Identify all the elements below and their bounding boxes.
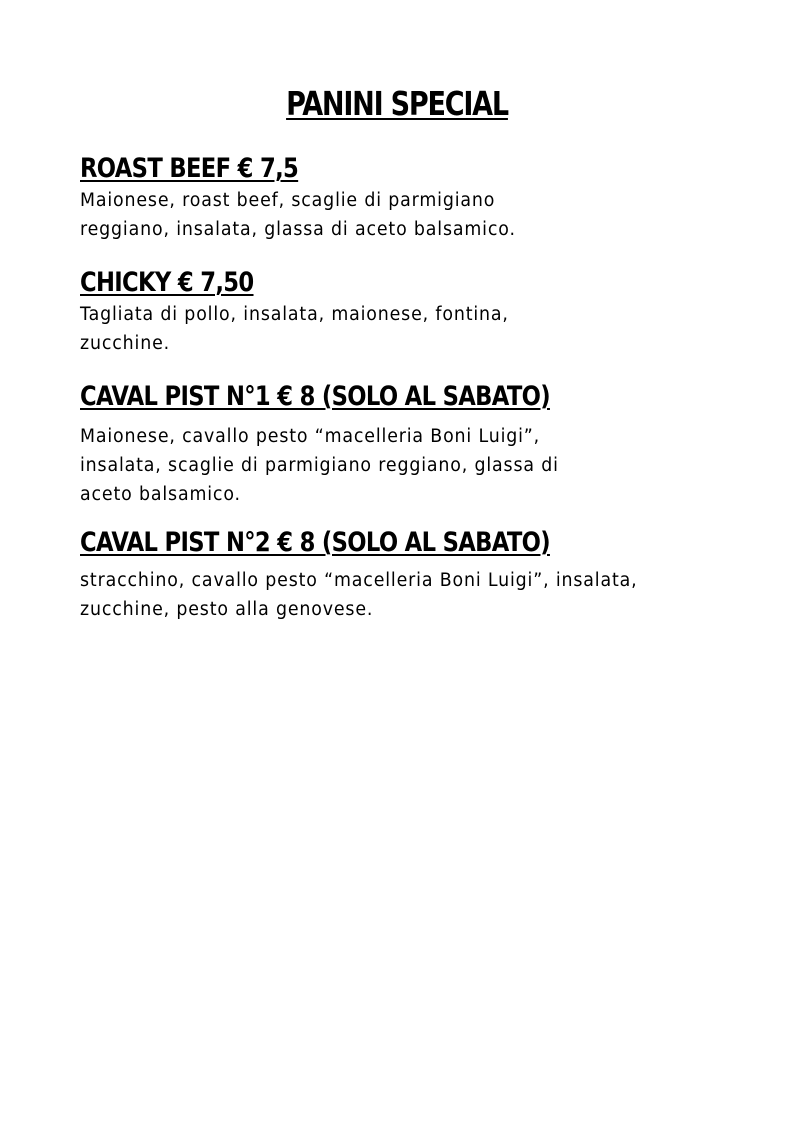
description-line: zucchine. bbox=[80, 333, 170, 354]
description-line: Maionese, cavallo pesto “macelleria Boni Luigi”, bbox=[80, 426, 541, 447]
menu-item-heading: CHICKY € 7,50 bbox=[80, 267, 254, 298]
description-line: reggiano, insalata, glassa di aceto balsamico. bbox=[80, 219, 516, 240]
menu-item-description bbox=[80, 566, 682, 624]
menu-item-heading: ROAST BEEF € 7,5 bbox=[80, 153, 299, 184]
menu-item-roast-beef bbox=[80, 152, 720, 244]
menu-item-caval-pist-2 bbox=[80, 526, 720, 624]
description-line: stracchino, cavallo pesto “macelleria Boni Luigi”, insalata, bbox=[80, 570, 638, 591]
description-line: aceto balsamico. bbox=[80, 484, 241, 505]
menu-item-description bbox=[80, 422, 682, 509]
menu-item-chicky bbox=[80, 266, 720, 358]
description-line: zucchine, pesto alla genovese. bbox=[80, 599, 374, 620]
menu-item-description bbox=[80, 300, 682, 358]
page-title: PANINI SPECIAL bbox=[286, 84, 508, 123]
menu-item-heading: CAVAL PIST N°2 € 8 (SOLO AL SABATO) bbox=[80, 527, 550, 558]
menu-item-description bbox=[80, 186, 682, 244]
menu-item-caval-pist-1 bbox=[80, 380, 720, 509]
description-line: Maionese, roast beef, scaglie di parmigiano bbox=[80, 190, 496, 211]
description-line: Tagliata di pollo, insalata, maionese, fontina, bbox=[80, 304, 509, 325]
menu-item-heading: CAVAL PIST N°1 € 8 (SOLO AL SABATO) bbox=[80, 381, 550, 412]
description-line: insalata, scaglie di parmigiano reggiano, glassa di bbox=[80, 455, 559, 476]
